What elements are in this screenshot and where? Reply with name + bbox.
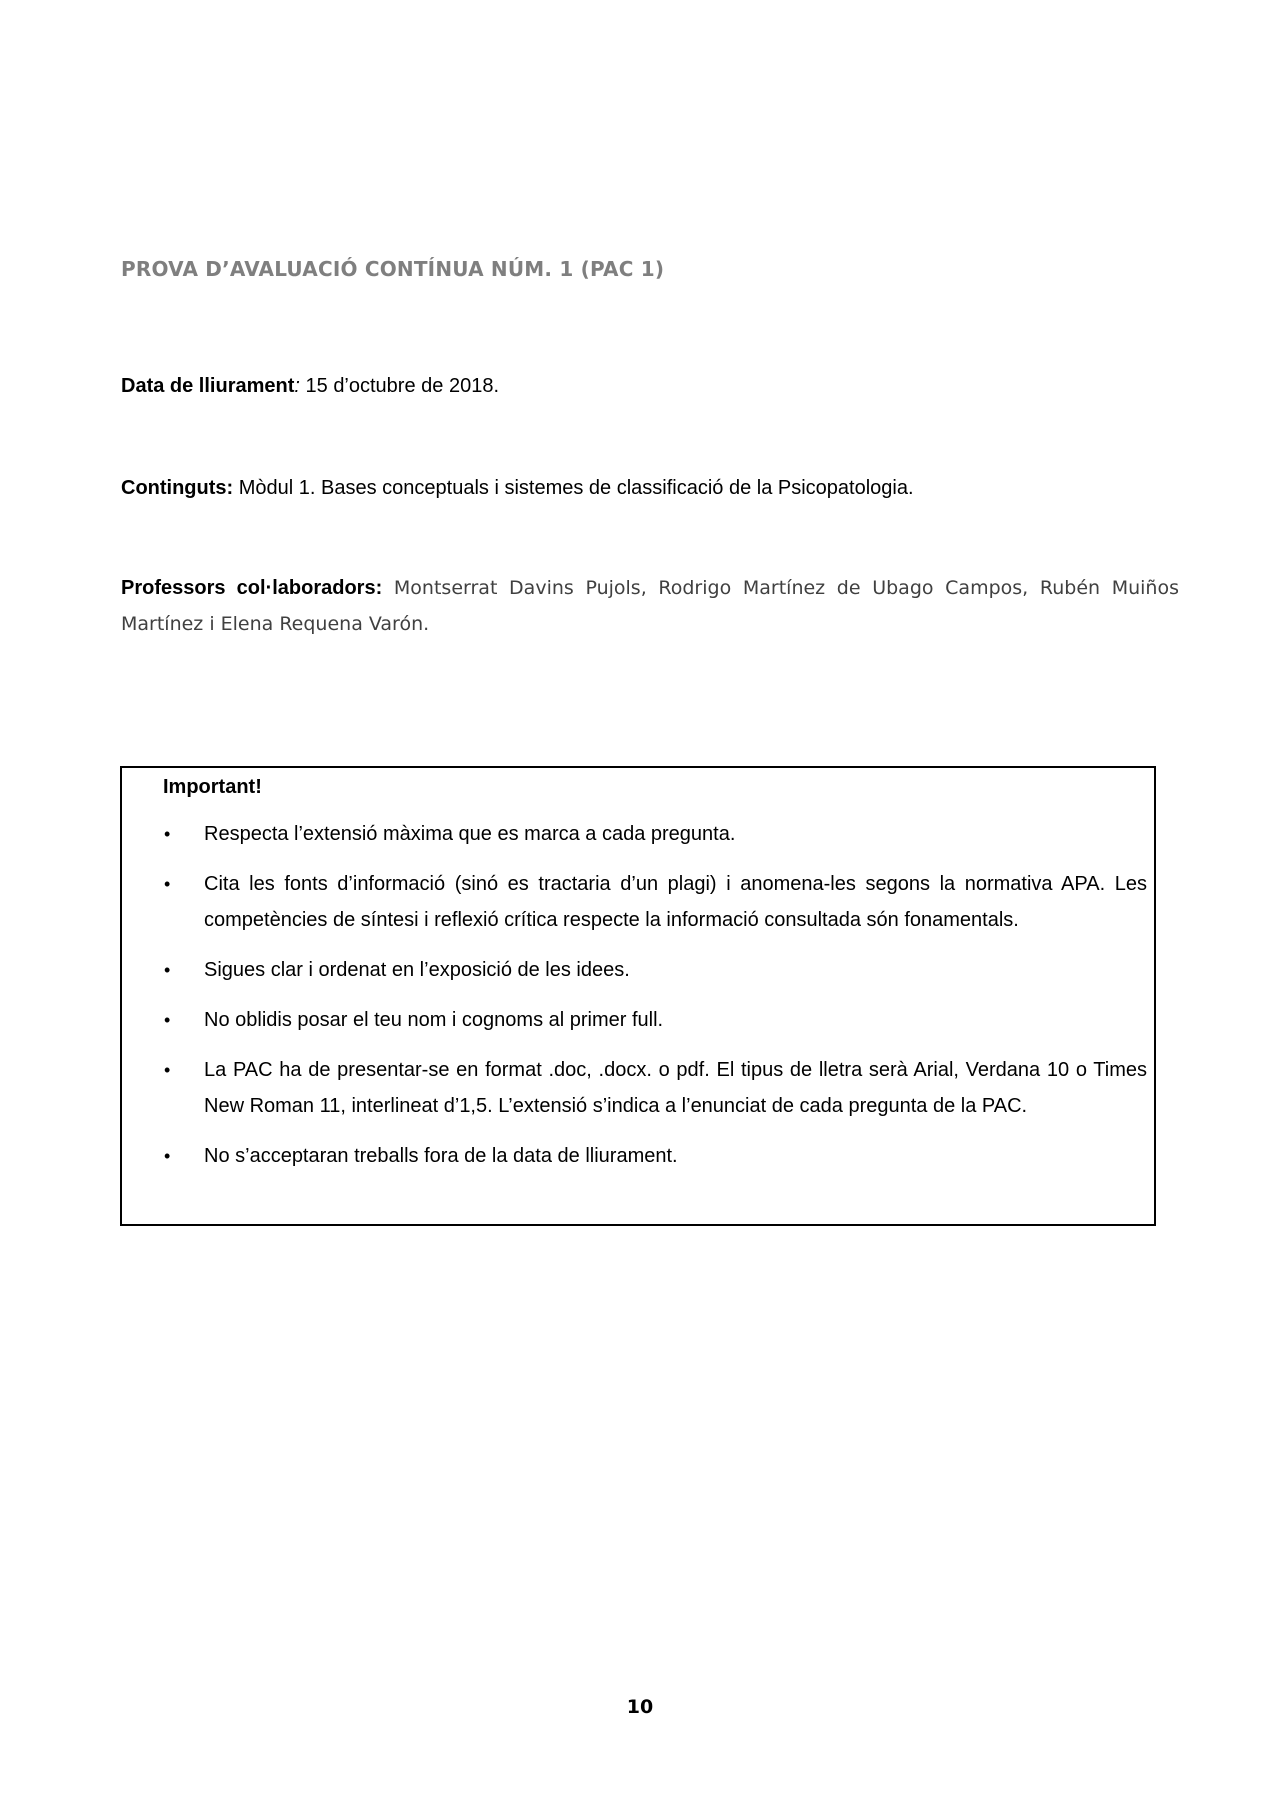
bullet-icon: •	[164, 1010, 171, 1030]
contents-label: Continguts:	[121, 477, 234, 499]
bullet-icon: •	[164, 824, 171, 844]
list-item	[122, 1138, 1152, 1174]
page-number: 10	[626, 1696, 654, 1718]
list-item-text: Cita les fonts d’informació (sinó es tractaria d’un plagi) i anomena-les segons la normativa APA. Les competències de síntesi i reflexió crítica respecte la informació consultada són fonamentals.	[204, 873, 1147, 931]
bullet-icon: •	[164, 1060, 171, 1080]
notice-list	[122, 816, 1152, 1188]
bullet-icon: •	[164, 874, 171, 894]
list-item	[122, 816, 1152, 852]
delivery-date-separator: :	[294, 375, 300, 397]
bullet-icon: •	[164, 1146, 171, 1166]
contents-value: Mòdul 1. Bases conceptuals i sistemes de classificació de la Psicopatologia.	[233, 477, 914, 499]
list-item	[122, 1002, 1152, 1038]
list-item	[122, 1052, 1152, 1124]
list-item	[122, 866, 1152, 938]
professors-value: Montserrat Davins Pujols, Rodrigo Martínez de Ubago Campos, Rubén Muiños Martínez i Elena Requena Varón.	[121, 577, 1179, 635]
document-title: PROVA D’AVALUACIÓ CONTÍNUA NÚM. 1 (PAC 1)	[121, 257, 665, 281]
list-item-text: No oblidis posar el teu nom i cognoms al primer full.	[204, 1009, 664, 1031]
list-item	[122, 952, 1152, 988]
list-item-text: Sigues clar i ordenat en l’exposició de les idees.	[204, 959, 630, 981]
professors-label: Professors col·laboradors:	[121, 577, 383, 599]
professors-field	[121, 570, 1179, 642]
contents-field	[121, 470, 1179, 506]
delivery-date-value: 15 d’octubre de 2018.	[299, 375, 499, 397]
bullet-icon: •	[164, 960, 171, 980]
important-notice-box	[120, 766, 1156, 1226]
delivery-date-label: Data de lliurament	[121, 375, 295, 397]
delivery-date-field	[121, 368, 1179, 404]
list-item-text: La PAC ha de presentar-se en format .doc, .docx. o pdf. El tipus de lletra serà Arial, Verdana 10 o Times New Roman 11, interlineat d’1,5. L’extensió s’indica a l’enunciat de cada pregunta de la PAC.	[204, 1059, 1147, 1117]
list-item-text: No s’acceptaran treballs fora de la data de lliurament.	[204, 1145, 678, 1167]
notice-heading: Important!	[163, 776, 262, 798]
list-item-text: Respecta l’extensió màxima que es marca a cada pregunta.	[204, 823, 736, 845]
